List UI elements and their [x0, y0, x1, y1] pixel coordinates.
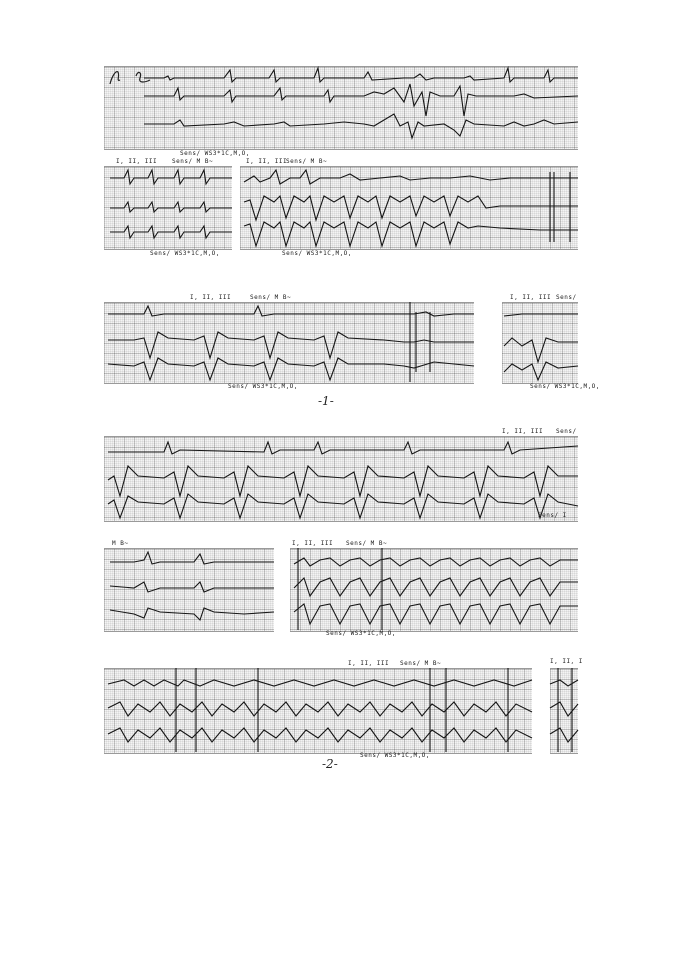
mode-label-clipped-2: Sens/ I: [538, 512, 567, 519]
page-number-2: -2-: [322, 757, 338, 771]
speed-label: Sens/ WS3*1C,M,O,: [150, 250, 220, 257]
ecg-trace-strip-2b: [240, 166, 578, 248]
ecg-trace-strip-6a: [104, 668, 532, 752]
lead-label: I, II, III: [348, 660, 390, 667]
mode-label: Sens/ M B~: [286, 158, 328, 165]
marker-label: M B~: [112, 540, 129, 547]
lead-label: I, II, III: [510, 294, 552, 301]
page-number-1: -1-: [318, 394, 334, 408]
speed-label: Sens/ WS3*1C,M,O,: [180, 150, 250, 157]
ecg-trace-strip-2a: [104, 166, 232, 248]
speed-label: Sens/ WS3*1C,M,O,: [326, 630, 396, 637]
speed-label: Sens/ WS3*1C,M,O,: [530, 383, 600, 390]
ecg-trace-strip-6b: [550, 668, 578, 752]
speed-label: Sens/ WS3*1C,M,O,: [228, 383, 298, 390]
lead-label: I, II, III: [190, 294, 232, 301]
lead-label: I, II, III: [292, 540, 334, 547]
mode-label-clipped: Sens/: [556, 294, 577, 301]
ecg-trace-strip-5b: [290, 548, 578, 630]
speed-label: Sens/ WS3*1C,M,O,: [360, 752, 430, 759]
mode-label: Sens/ M B~: [400, 660, 442, 667]
lead-label: I, II, III: [502, 428, 544, 435]
lead-label-clipped: I, II, I: [550, 658, 583, 665]
mode-label: Sens/ M B~: [346, 540, 388, 547]
lead-label: I, II, III: [116, 158, 158, 165]
ecg-trace-strip-5a: [104, 548, 274, 630]
lead-label: I, II, III: [246, 158, 288, 165]
mode-label: Sens/ M B~: [172, 158, 214, 165]
ecg-trace-strip-4: [104, 436, 578, 520]
mode-label-clipped: Sens/: [556, 428, 577, 435]
ecg-trace-strip-3b: [502, 302, 578, 382]
ecg-trace-strip-1: [104, 66, 578, 148]
ecg-trace-strip-3a: [104, 302, 474, 382]
speed-label: Sens/ WS3*1C,M,O,: [282, 250, 352, 257]
mode-label: Sens/ M B~: [250, 294, 292, 301]
